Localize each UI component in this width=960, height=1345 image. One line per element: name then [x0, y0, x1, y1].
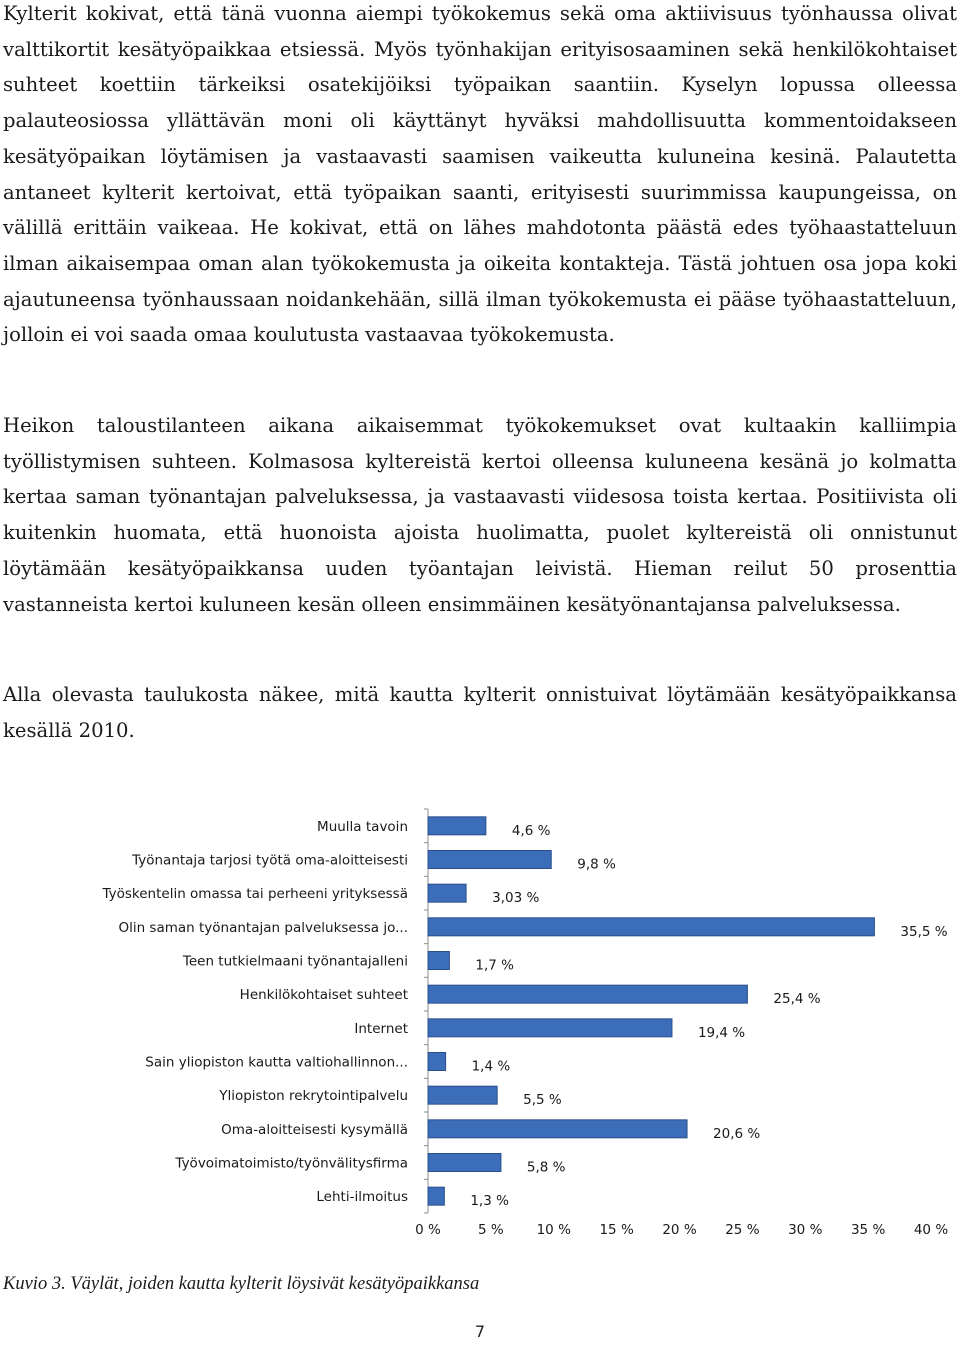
bar [428, 985, 747, 1003]
category-label: Lehti-ilmoitus [316, 1189, 408, 1206]
paragraph-2: Heikon taloustilanteen aikana aikaisemmat työkokemukset ovat kultaakin kalliimpia työllistymisen suhteen. Kolmasosa kyltereistä kertoi olleensa kuluneena kesänä jo kolmatta kertaa saman työnantajan palveluksessa, ja vastaavasti viidesosa toista kertaa. Positiivista oli kuitenkin huomata, että huonoista ajoista huolimatta, puolet kyltereistä oli onnistunut löytämään kesätyöpaikkansa uuden työantajan leivistä. Hieman reilut 50 prosenttia vastanneista kertoi kuluneen kesän olleen ensimmäinen kesätyönantajansa palveluksessa. [3, 414, 957, 616]
bar [428, 952, 449, 970]
data-label: 20,6 % [713, 1125, 761, 1142]
category-label: Yliopiston rekrytointipalvelu [219, 1088, 408, 1105]
x-tick-label: 10 % [536, 1222, 571, 1238]
data-label: 4,6 % [511, 822, 551, 839]
bar [428, 851, 551, 869]
bar [428, 1120, 687, 1138]
category-label: Olin saman työnantajan palveluksessa jo... [118, 919, 408, 936]
category-label: Internet [354, 1020, 408, 1037]
data-label: 19,4 % [697, 1024, 746, 1041]
x-tick-label: 25 % [725, 1222, 760, 1238]
bar [428, 817, 486, 835]
category-label: Työskentelin omassa tai perheeni yrityksessä [102, 886, 408, 903]
chart-svg [0, 790, 960, 1250]
paragraph-1: Kylterit kokivat, että tänä vuonna aiempi työkokemus sekä oma aktiivisuus työnhaussa olivat valttikortit kesätyöpaikkaa etsiessä. Myös työnhakijan erityisosaaminen sekä henkilökohtaiset suhteet koettiin tärkeiksi osatekijöiksi työpaikan saantiin. Kyselyn lopussa olleessa palauteosiossa yllättävän moni oli käyttänyt hyväksi mahdollisuutta kommentoidakseen kesätyöpaikan löytämisen ja vastaavasti saamisen vaikeutta kuluneina kesinä. Palautetta antaneet kylterit kertoivat, että työpaikan saanti, erityisesti suurimmissa kaupungeissa, on välillä erittäin vaikeaa. He kokivat, että on lähes mahdotonta päästä edes työhaastatteluun ilman aikaisempaa oman alan työkokemusta ja oikeita kontakteja. Tästä johtuen osa jopa koki ajautuneensa työnhaussaan noidankehään, sillä ilman työkokemusta ei pääse työhaastatteluun, jolloin ei voi saada omaa koulutusta vastaavaa työkokemusta. [3, 2, 957, 347]
data-label: 5,5 % [523, 1092, 562, 1109]
data-label: 3,03 % [492, 890, 540, 907]
bar [428, 1019, 672, 1037]
paragraph-3: Alla olevasta taulukosta näkee, mitä kautta kylterit onnistuivat löytämään kesätyöpaikkansa kesällä 2010. [3, 683, 957, 742]
category-label: Sain yliopiston kautta valtiohallinnon... [145, 1054, 408, 1071]
x-tick-label: 5 % [478, 1222, 504, 1238]
data-label: 1,4 % [471, 1058, 511, 1075]
bar [428, 1053, 446, 1071]
category-label: Työnantaja tarjosi työtä oma-aloitteisesti [132, 852, 408, 869]
category-label: Oma-aloitteisesti kysymällä [221, 1121, 408, 1138]
category-label: Muulla tavoin [317, 818, 408, 835]
x-tick-label: 15 % [599, 1222, 634, 1238]
category-label: Teen tutkielmaani työnantajalleni [182, 953, 408, 970]
category-label: Työvoimatoimisto/työnvälitysfirma [175, 1155, 408, 1172]
data-label: 25,4 % [773, 991, 821, 1008]
bar [428, 1154, 501, 1172]
page-number: 7 [474, 1322, 486, 1341]
x-tick-label: 0 % [415, 1222, 441, 1238]
bar-chart [0, 790, 960, 1250]
x-tick-label: 40 % [913, 1222, 949, 1238]
x-tick-label: 20 % [662, 1222, 697, 1238]
data-label: 1,7 % [475, 957, 514, 974]
data-label: 35,5 % [900, 923, 948, 940]
x-tick-label: 35 % [850, 1222, 886, 1238]
figure-caption: Kuvio 3. Väylät, joiden kautta kylterit löysivät kesätyöpaikkansa [3, 1274, 480, 1294]
data-label: 5,8 % [526, 1159, 566, 1176]
bar [428, 1086, 497, 1104]
data-label: 1,3 % [470, 1193, 509, 1210]
bar [428, 1187, 444, 1205]
bar [428, 884, 466, 902]
bar [428, 918, 874, 936]
data-label: 9,8 % [577, 856, 616, 873]
category-label: Henkilökohtaiset suhteet [239, 987, 408, 1004]
x-tick-label: 30 % [788, 1222, 823, 1238]
